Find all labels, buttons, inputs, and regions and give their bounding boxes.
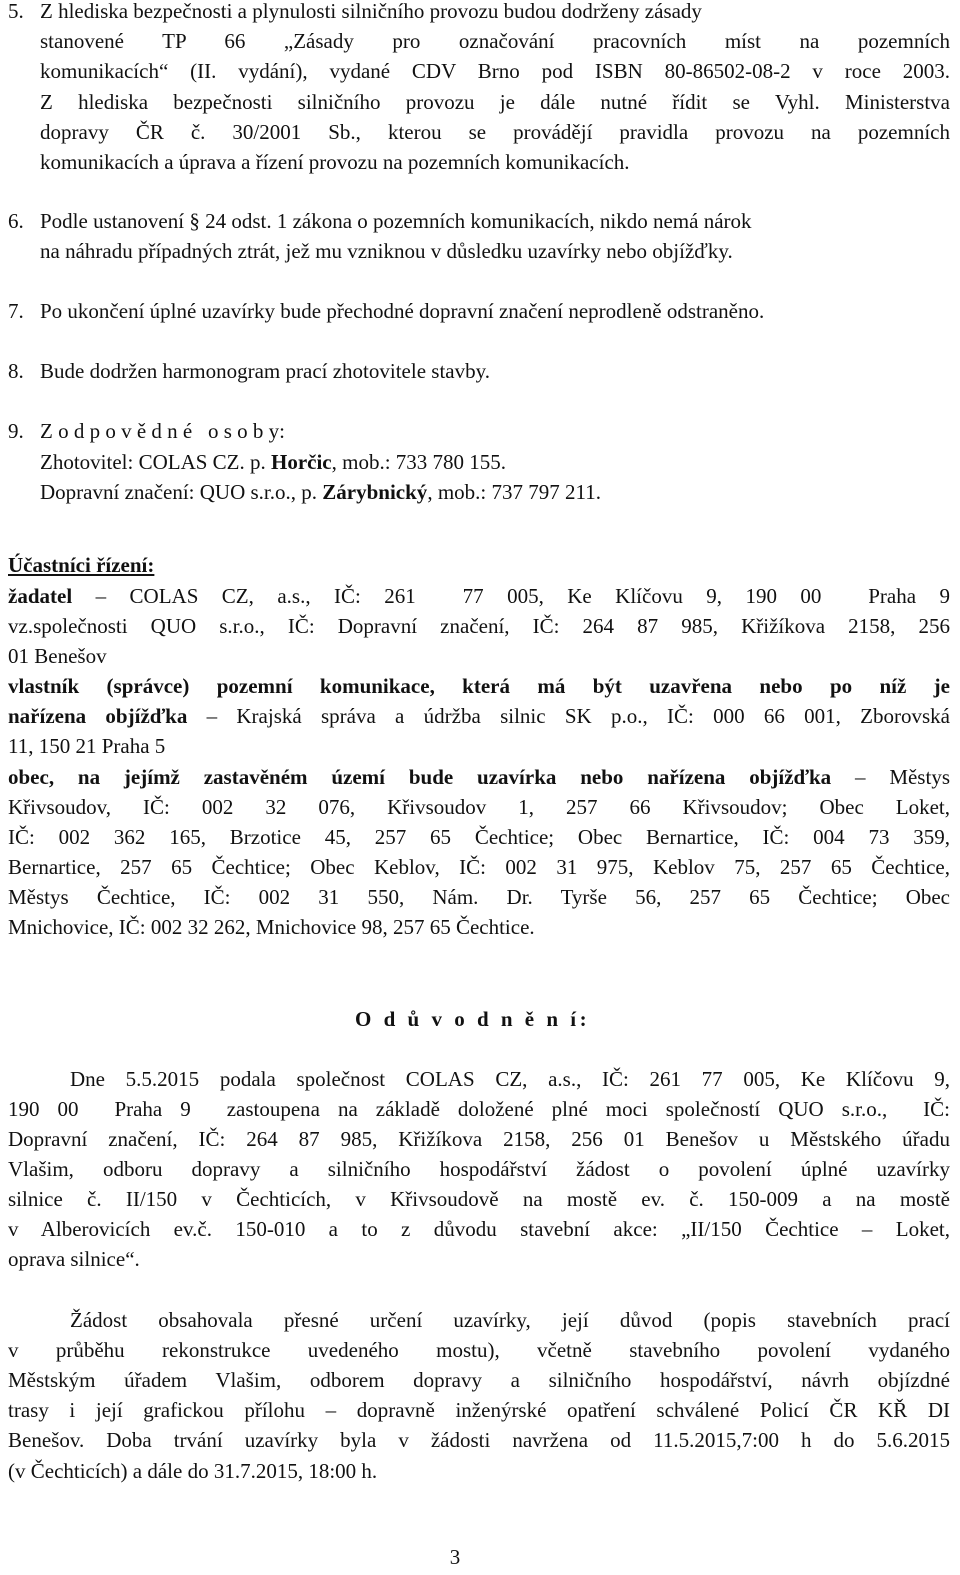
- item-5-line-1: 5. Z hlediska bezpečnosti a plynulosti silničního provozu budou dodrženy zásady: [8, 0, 950, 26]
- contact-traffic-signs: Dopravní značení: QUO s.r.o., p. Zárybnický, mob.: 737 797 211.: [40, 480, 601, 504]
- reasoning-p1-line-6: v Alberovicích ev.č. 150-010 a to z důvodu stavební akce: „II/150 Čechtice – Loket,: [8, 1217, 950, 1241]
- reasoning-p2-line-3: Městským úřadem Vlašim, odborem dopravy a silničního hospodářství, návrh objízdné: [8, 1368, 950, 1392]
- participants-heading: Účastníci řízení:: [8, 553, 155, 577]
- reasoning-p2-line-2: v průběhu rekonstrukce uvedeného mostu), včetně stavebního povolení vydaného: [8, 1338, 950, 1362]
- item-5-line-5: dopravy ČR č. 30/2001 Sb., kterou se provádějí pravidla provozu na pozemních: [40, 120, 950, 144]
- participant-representative-cont: 01 Benešov: [8, 644, 107, 668]
- item-6-line-1: 6. Podle ustanovení § 24 odst. 1 zákona o pozemních komunikacích, nikdo nemá nárok: [8, 206, 950, 236]
- item-6-line-2: na náhradu případných ztrát, jež mu vzniknou v důsledku uzavírky nebo objížďky.: [40, 239, 733, 263]
- item-5-line-3: komunikacích“ (II. vydání), vydané CDV Brno pod ISBN 80-86502-08-2 v roce 2003.: [40, 59, 950, 83]
- reasoning-p1-line-7: oprava silnice“.: [8, 1247, 140, 1271]
- item-7-line-1: 7. Po ukončení úplné uzavírky bude přechodné dopravní značení neprodleně odstraněno.: [8, 296, 764, 326]
- item-5-line-2: stanovené TP 66 „Zásady pro označování pracovních míst na pozemních: [40, 29, 950, 53]
- reasoning-p2-line-6: (v Čechticích) a dále do 31.7.2015, 18:00 h.: [8, 1459, 378, 1483]
- participant-owner-line-3: 11, 150 21 Praha 5: [8, 734, 166, 758]
- participant-municipality-line-1: obec, na jejímž zastavěném území bude uzavírka nebo nařízena objížďka – Městys: [8, 765, 950, 789]
- reasoning-p2-line-4: trasy i její grafickou přílohu – dopravně inženýrské opatření schválené Policí ČR KŘ DI: [8, 1398, 950, 1422]
- reasoning-p1-line-5: silnice č. II/150 v Čechticích, v Křivsoudově na mostě ev. č. 150-009 a na mostě: [8, 1187, 950, 1211]
- reasoning-p1-line-4: Vlašim, odboru dopravy a silničního hospodářství žádost o povolení úplné uzavírky: [8, 1157, 950, 1181]
- item-number: 9.: [8, 419, 24, 443]
- participant-municipality-line-4: Bernartice, 257 65 Čechtice; Obec Keblov, IČ: 002 31 975, Keblov 75, 257 65 Čechtice,: [8, 855, 950, 879]
- participant-municipality-line-3: IČ: 002 362 165, Brzotice 45, 257 65 Čechtice; Obec Bernartice, IČ: 004 73 359,: [8, 825, 950, 849]
- item-8-line-1: 8. Bude dodržen harmonogram prací zhotovitele stavby.: [8, 356, 490, 386]
- item-number: 6.: [8, 209, 24, 233]
- item-5-line-6: komunikacích a úprava a řízení provozu na pozemních komunikacích.: [40, 150, 630, 174]
- participant-applicant: žadatel – COLAS CZ, a.s., IČ: 261 77 005, Ke Klíčovu 9, 190 00 Praha 9: [8, 584, 950, 608]
- participant-municipality-line-6: Mnichovice, IČ: 002 32 262, Mnichovice 98, 257 65 Čechtice.: [8, 915, 535, 939]
- reasoning-p2-line-5: Benešov. Doba trvání uzavírky byla v žádosti navržena od 11.5.2015,7:00 h do 5.6.2015: [8, 1428, 950, 1452]
- contact-contractor: Zhotovitel: COLAS CZ. p. Horčic, mob.: 733 780 155.: [40, 450, 507, 474]
- item-5-line-4: Z hlediska bezpečnosti silničního provozu je dále nutné řídit se Vyhl. Ministerstva: [40, 90, 950, 114]
- item-number: 5.: [8, 0, 24, 23]
- participant-municipality-line-5: Městys Čechtice, IČ: 002 31 550, Nám. Dr. Tyrše 56, 257 65 Čechtice; Obec: [8, 885, 950, 909]
- participant-representative: vz.společnosti QUO s.r.o., IČ: Dopravní značení, IČ: 264 87 985, Křižíkova 2158, 256: [8, 614, 950, 638]
- reasoning-heading: O d ů v o d n ě n í:: [355, 1007, 591, 1031]
- item-number: 8.: [8, 359, 24, 383]
- reasoning-p1-line-1: Dne 5.5.2015 podala společnost COLAS CZ, a.s., IČ: 261 77 005, Ke Klíčovu 9,: [70, 1067, 950, 1091]
- item-9-heading: 9. Z o d p o v ě d n é o s o b y:: [8, 416, 285, 446]
- participant-owner-line-2: nařízena objížďka – Krajská správa a údržba silnic SK p.o., IČ: 000 66 001, Zborovská: [8, 704, 950, 728]
- participant-owner-line-1: vlastník (správce) pozemní komunikace, která má být uzavřena nebo po níž je: [8, 674, 950, 698]
- reasoning-p1-line-2: 190 00 Praha 9 zastoupena na základě doložené plné moci společností QUO s.r.o., IČ:: [8, 1097, 950, 1121]
- reasoning-p2-line-1: Žádost obsahovala přesné určení uzavírky, její důvod (popis stavebních prací: [70, 1308, 950, 1332]
- page-number: 3: [449, 1545, 461, 1569]
- item-number: 7.: [8, 299, 24, 323]
- reasoning-p1-line-3: Dopravní značení, IČ: 264 87 985, Křižíkova 2158, 256 01 Benešov u Městského úřadu: [8, 1127, 950, 1151]
- participant-municipality-line-2: Křivsoudov, IČ: 002 32 076, Křivsoudov 1, 257 66 Křivsoudov; Obec Loket,: [8, 795, 950, 819]
